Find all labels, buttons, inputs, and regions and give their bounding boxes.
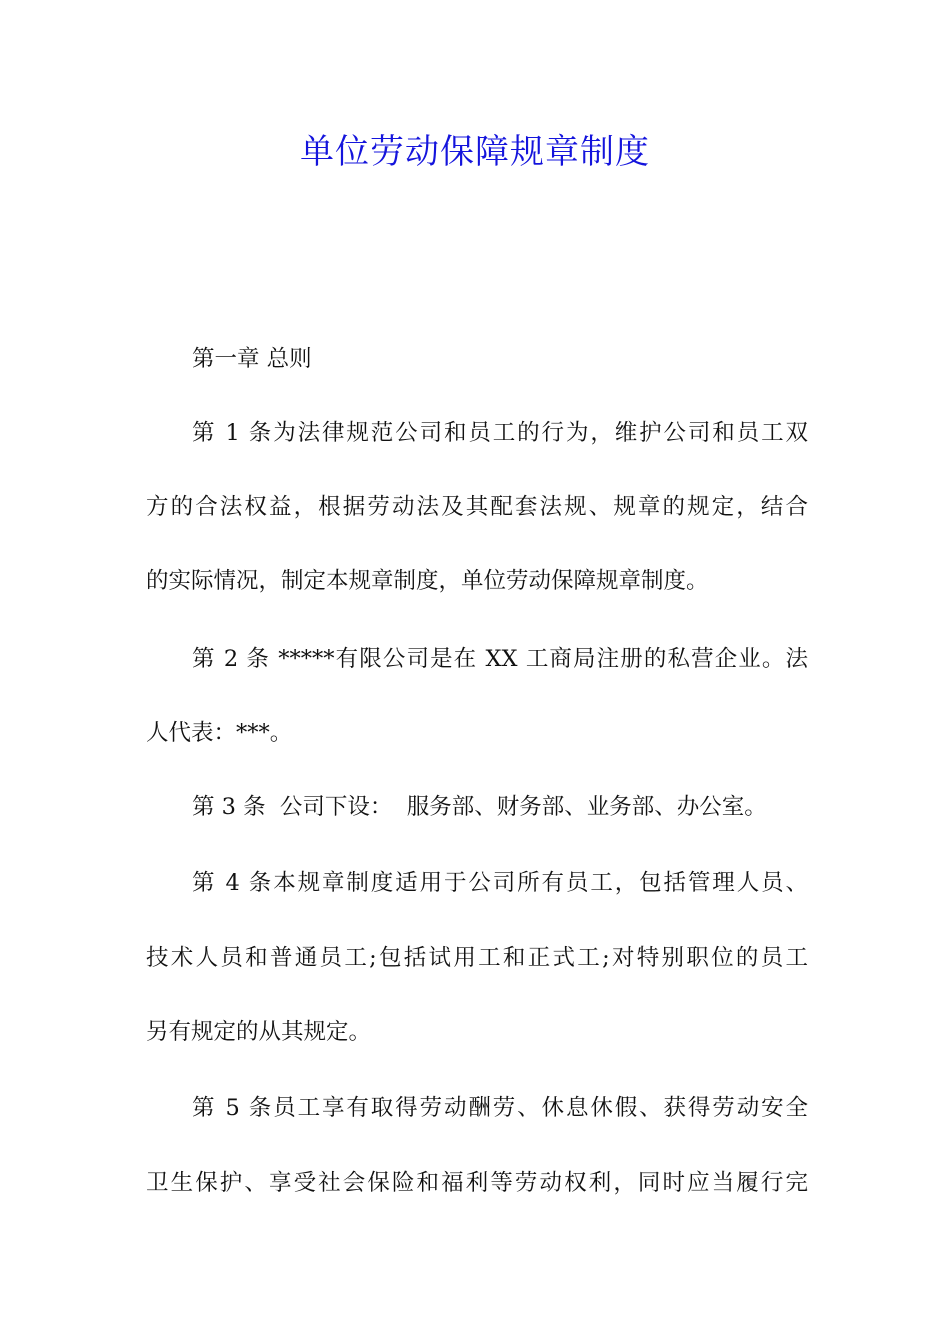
paragraph-line: 第 5 条员工享有取得劳动酬劳、休息休假、获得劳动安全 — [192, 1095, 808, 1121]
paragraph-line: 第 1 条为法律规范公司和员工的行为，维护公司和员工双 — [192, 420, 808, 446]
paragraph-line: 人代表：***。 — [146, 720, 293, 746]
paragraph-line: 技术人员和普通员工;包括试用工和正式工;对特别职位的员工 — [146, 945, 808, 971]
chapter-heading: 第一章 总则 — [192, 346, 312, 372]
paragraph-line: 方的合法权益，根据劳动法及其配套法规、规章的规定，结合 — [146, 494, 808, 520]
document-title: 单位劳动保障规章制度 — [300, 132, 650, 172]
paragraph-line: 的实际情况，制定本规章制度，单位劳动保障规章制度。 — [146, 568, 709, 594]
paragraph-line: 卫生保护、享受社会保险和福利等劳动权利，同时应当履行完 — [146, 1170, 808, 1196]
paragraph-line: 另有规定的从其规定。 — [146, 1019, 372, 1045]
paragraph-line: 第 2 条 *****有限公司是在 XX 工商局注册的私营企业。法 — [192, 646, 808, 672]
paragraph-line: 第 4 条本规章制度适用于公司所有员工，包括管理人员、 — [192, 870, 808, 896]
paragraph-line: 第 3 条 公司下设： 服务部、财务部、业务部、办公室。 — [192, 794, 767, 820]
